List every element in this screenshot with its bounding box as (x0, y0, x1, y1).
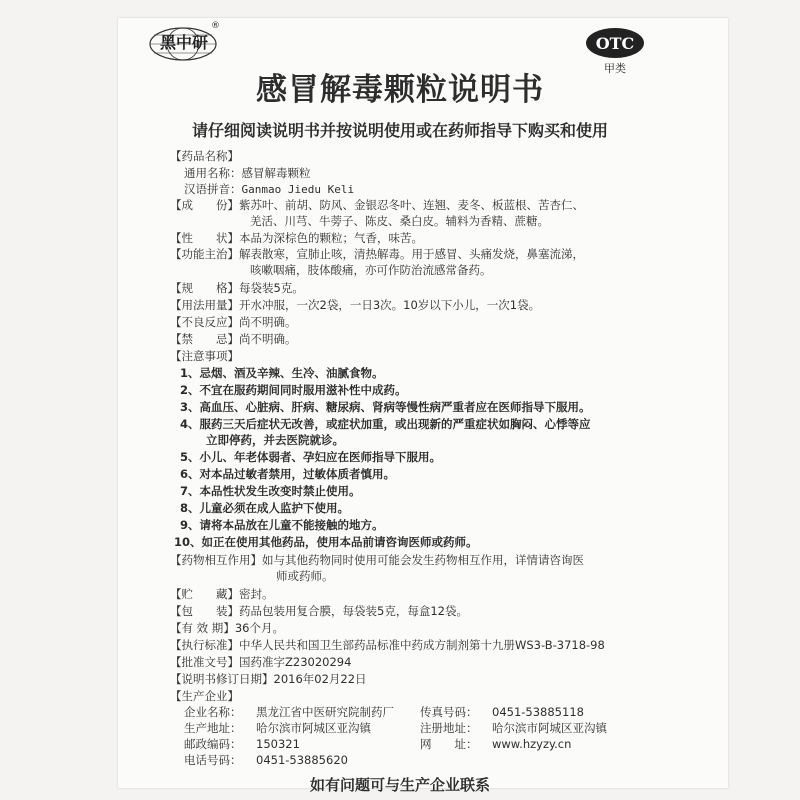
contact-footer: 如有问题可与生产企业联系 (309, 776, 490, 794)
manufacturer-row: 企业名称： 黑龙江省中医研究院制药厂 (184, 705, 394, 719)
precaution-item: 6、对本品过敏者禁用，过敏体质者慎用。 (180, 467, 395, 481)
precaution-item: 4、服药三天后症状无改善，或症状加重，或出现新的严重症状如胸闷、心悸等应 (180, 417, 591, 431)
indications-row-2: 咳嗽咽痛，肢体酸痛，亦可作防治流感常备药。 (250, 263, 492, 277)
manufacturer-heading: 【 生产企业 】 (170, 689, 239, 703)
precautions-heading: 【 注意事项 】 (170, 349, 239, 363)
precaution-item: 2、不宜在服药期间同时服用滋补性中成药。 (180, 383, 407, 397)
otc-label: OTC (595, 33, 635, 53)
specification-row: 【 规 格 】 每袋装5克。 (170, 281, 304, 295)
manufacturer-row: 邮政编码： 150321 (184, 737, 300, 751)
reading-warning: 请仔细阅读说明书并按说明使用或在药师指导下购买和使用 (191, 121, 608, 140)
manufacturer-row: 生产地址： 哈尔滨市阿城区亚沟镇 (184, 721, 371, 735)
precaution-item: 8、儿童必须在成人监护下使用。 (180, 501, 349, 515)
brand-logo-text: 黑中研 (160, 33, 209, 52)
revision-date-row: 【 说明书修订日期 】 2016年02月22日 (170, 672, 367, 686)
interactions-row-2: 师或药师。 (276, 569, 334, 583)
ingredients-row-2: 羌活、川芎、牛蒡子、陈皮、桑白皮。辅料为香精、蔗糖。 (250, 214, 549, 228)
drug-name-heading: 【 药品名称 】 (170, 149, 239, 163)
standard-row: 【 执行标准 】 中华人民共和国卫生部药品标准中药成方制剂第十九册WS3-B-3718-98 (170, 638, 605, 652)
pinyin-name-row: 汉语拼音：Ganmao Jiedu Keli (184, 182, 355, 196)
precaution-item: 3、高血压、心脏病、肝病、糖尿病、肾病等慢性病严重者应在医师指导下服用。 (180, 400, 591, 414)
contraindications-row: 【 禁 忌 】 尚不明确。 (170, 332, 297, 346)
precaution-item: 7、本品性状发生改变时禁止使用。 (180, 484, 361, 498)
manufacturer-row: 网 址： www.hzyzy.cn (420, 737, 572, 751)
precaution-item: 5、小儿、年老体弱者、孕妇应在医师指导下服用。 (180, 450, 441, 464)
indications-row: 【 功能主治 】 解表散寒，宣肺止咳，清热解毒。用于感冒、头痛发烧，鼻塞流涕， (170, 247, 584, 261)
storage-row: 【 贮 藏 】 密封。 (170, 587, 274, 601)
manufacturer-row: 传真号码： 0451-53885118 (420, 705, 584, 719)
precaution-item: 9、请将本品放在儿童不能接触的地方。 (180, 518, 384, 532)
otc-class: 甲类 (604, 62, 626, 75)
properties-row: 【 性 状 】 本品为深棕色的颗粒；气香，味苦。 (170, 231, 423, 245)
package-row: 【 包 装 】 药品包装用复合膜，每袋装5克，每盒12袋。 (170, 604, 468, 618)
manufacturer-row: 注册地址： 哈尔滨市阿城区亚沟镇 (420, 721, 607, 735)
approval-row: 【 批准文号 】 国药准字Z23020294 (170, 655, 351, 669)
page-title: 感冒解毒颗粒说明书 (256, 72, 544, 108)
adverse-reactions-row: 【 不良反应 】 尚不明确。 (170, 315, 297, 329)
manufacturer-row: 电话号码： 0451-53885620 (184, 753, 348, 767)
common-name-row: 通用名称：感冒解毒颗粒 (184, 166, 311, 180)
precaution-item: 10、如正在使用其他药品，使用本品前请咨询医师或药师。 (174, 535, 478, 549)
interactions-row: 【 药物相互作用 】 如与其他药物同时使用可能会发生药物相互作用，详情请咨询医 (170, 553, 584, 567)
ingredients-row: 【 成 份 】 紫苏叶、前胡、防风、金银忍冬叶、连翘、麦冬、板蓝根、苦杏仁、 (170, 198, 584, 212)
precaution-item-cont: 立即停药，并去医院就诊。 (206, 433, 344, 447)
precaution-item: 1、忌烟、酒及辛辣、生冷、油腻食物。 (180, 366, 384, 380)
registered-mark: ® (211, 21, 220, 31)
usage-row: 【 用法用量 】 开水冲服，一次2袋，一日3次。10岁以下小儿，一次1袋。 (170, 298, 540, 312)
validity-row: 【 有 效 期 】 36个月。 (170, 621, 284, 635)
otc-badge (586, 28, 644, 58)
